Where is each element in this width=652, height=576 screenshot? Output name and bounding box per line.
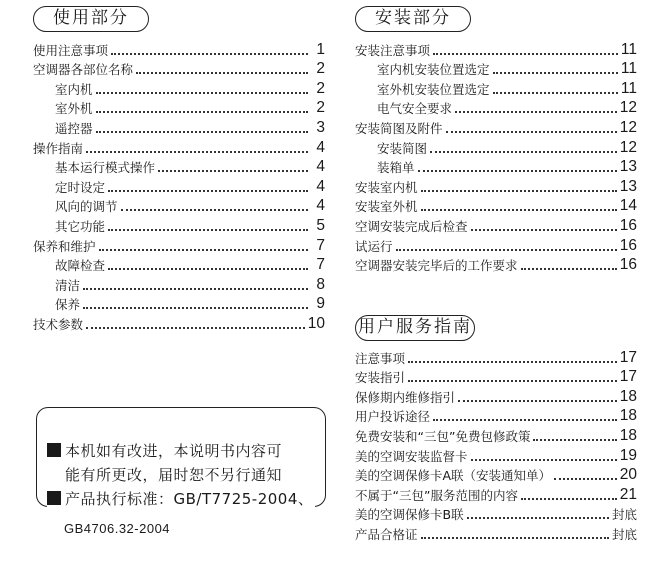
toc-entry-label: 试运行: [355, 238, 393, 254]
toc-entry: [33, 293, 325, 313]
toc-entry-page: 3: [316, 118, 325, 136]
toc-entry-page: 17: [619, 368, 637, 386]
toc-entry-label: 室外机安装位置选定: [377, 81, 490, 97]
toc-entry-label: 安装指引: [355, 370, 406, 386]
toc-entry-page: 4: [316, 158, 325, 176]
notice-text-1: 本机如有改进，本说明书内容可: [65, 442, 283, 460]
toc-entry-page: 1: [316, 40, 325, 58]
toc-entry: [355, 424, 637, 444]
toc-entry: [355, 175, 637, 195]
toc-entry-label: 技术参数: [33, 316, 84, 332]
toc-entry-page: 16: [619, 236, 637, 254]
toc-entry: [355, 116, 637, 136]
toc-entry-page: 2: [316, 99, 325, 117]
toc-entry-page: 13: [619, 177, 637, 195]
toc-entry-page: 5: [316, 216, 325, 234]
toc-entry-page: 4: [316, 138, 325, 156]
toc-entry: [355, 136, 637, 156]
toc-entry: [355, 464, 637, 484]
toc-entry-label: 免费安装和“三包”免费包修政策: [355, 428, 531, 444]
toc-entry-page: 20: [619, 466, 637, 484]
toc-entry-page: 16: [619, 256, 637, 274]
dot-leader: [421, 537, 609, 539]
toc-entry: [355, 38, 637, 58]
dot-leader: [108, 229, 308, 231]
dot-leader: [433, 419, 617, 421]
dot-leader: [83, 307, 308, 309]
toc-entry-label: 故障检查: [55, 258, 106, 274]
toc-entry-label: 安装简图及附件: [355, 120, 443, 136]
toc-entry: [355, 254, 637, 274]
section-title-usage: 使用部分: [33, 6, 149, 32]
toc-entry: [355, 503, 637, 523]
notice-text-3: 产品执行标准：GB/T7725-2004、: [65, 490, 314, 508]
dot-leader: [96, 111, 308, 113]
dot-leader: [493, 92, 618, 94]
dot-leader: [433, 53, 618, 55]
toc-entry: [33, 116, 325, 136]
dot-leader: [521, 498, 617, 500]
dot-leader: [521, 268, 617, 270]
toc-entry-page: 18: [619, 407, 637, 425]
dot-leader: [121, 209, 308, 211]
toc-entry: [355, 214, 637, 234]
dot-leader: [158, 170, 308, 172]
toc-entry: [33, 195, 325, 215]
toc-usage: [33, 38, 325, 332]
toc-entry: [355, 195, 637, 215]
toc-entry-page: 7: [316, 256, 325, 274]
toc-entry: [33, 175, 325, 195]
dot-leader: [430, 151, 617, 153]
toc-entry: [33, 214, 325, 234]
toc-entry-page: 12: [619, 99, 637, 117]
square-bullet-icon: [47, 491, 61, 505]
toc-entry-page: 18: [619, 387, 637, 405]
toc-entry: [355, 366, 637, 386]
toc-entry-label: 产品合格证: [355, 526, 418, 542]
toc-entry-page: 4: [316, 177, 325, 195]
toc-entry-label: 操作指南: [33, 140, 84, 156]
toc-entry-page: 封底: [611, 507, 637, 523]
toc-entry: [33, 273, 325, 293]
toc-entry-label: 不属于“三包”服务范围的内容: [355, 487, 518, 503]
toc-entry-page: 16: [619, 216, 637, 234]
dot-leader: [396, 249, 617, 251]
toc-entry-label: 室内机安装位置选定: [377, 62, 490, 78]
toc-entry: [33, 97, 325, 117]
toc-entry-label: 空调器各部位名称: [33, 62, 134, 78]
toc-entry-label: 风向的调节: [55, 199, 118, 215]
toc-entry-page: 9: [316, 295, 325, 313]
dot-leader: [111, 53, 308, 55]
toc-entry: [33, 58, 325, 78]
toc-entry-page: 12: [619, 138, 637, 156]
toc-entry-label: 室内机: [55, 81, 93, 97]
toc-entry-page: 11: [620, 79, 637, 97]
notice-line-1: [47, 442, 282, 460]
toc-install: [355, 38, 637, 273]
notice-line-4: GB4706.32-2004: [64, 521, 171, 536]
toc-entry: [33, 136, 325, 156]
dot-leader: [418, 170, 617, 172]
toc-entry-label: 保修期内维修指引: [355, 389, 456, 405]
toc-entry-label: 用户投诉途径: [355, 409, 431, 425]
section-title-service: 用户服务指南: [355, 315, 475, 341]
toc-entry-label: 安装注意事项: [355, 42, 431, 58]
toc-entry-label: 定时设定: [55, 179, 106, 195]
toc-entry-page: 4: [316, 197, 325, 215]
toc-entry-page: 2: [316, 60, 325, 78]
toc-entry-label: 清洁: [55, 277, 81, 293]
toc-entry-label: 注意事项: [355, 350, 406, 366]
toc-entry-page: 7: [316, 236, 325, 254]
toc-entry: [355, 385, 637, 405]
toc-entry: [33, 38, 325, 58]
dot-leader: [467, 517, 609, 519]
toc-entry: [355, 234, 637, 254]
dot-leader: [421, 190, 617, 192]
dot-leader: [554, 478, 617, 480]
toc-entry: [355, 77, 637, 97]
dot-leader: [471, 459, 617, 461]
toc-entry-label: 安装室内机: [355, 179, 418, 195]
toc-entry-label: 保养: [55, 297, 81, 313]
toc-entry-page: 13: [619, 158, 637, 176]
dot-leader: [408, 361, 617, 363]
toc-entry: [355, 522, 637, 542]
toc-entry: [355, 346, 637, 366]
toc-entry-page: 封底: [611, 526, 637, 542]
dot-leader: [408, 380, 617, 382]
toc-entry: [33, 312, 325, 332]
dot-leader: [108, 268, 308, 270]
dot-leader: [458, 400, 617, 402]
toc-entry-label: 安装简图: [377, 140, 428, 156]
toc-entry-page: 8: [316, 275, 325, 293]
toc-entry: [33, 234, 325, 254]
toc-entry-label: 装箱单: [377, 160, 415, 176]
dot-leader: [86, 327, 305, 329]
notice-line-2: [65, 466, 282, 484]
toc-entry-label: 空调器安装完毕后的工作要求: [355, 258, 518, 274]
square-bullet-icon: [47, 443, 61, 457]
toc-entry-label: 基本运行模式操作: [55, 160, 156, 176]
dot-leader: [446, 131, 617, 133]
toc-entry-page: 11: [620, 40, 637, 58]
dot-leader: [136, 72, 308, 74]
toc-entry: [355, 58, 637, 78]
dot-leader: [421, 209, 617, 211]
toc-entry: [355, 97, 637, 117]
toc-entry-label: 安装室外机: [355, 199, 418, 215]
dot-leader: [455, 111, 617, 113]
section-title-install: 安装部分: [355, 6, 471, 32]
toc-entry: [355, 156, 637, 176]
dot-leader: [108, 190, 308, 192]
toc-entry-label: 遥控器: [55, 120, 93, 136]
toc-entry: [33, 254, 325, 274]
toc-service: [355, 346, 637, 542]
toc-entry-page: 2: [316, 79, 325, 97]
toc-entry-page: 10: [307, 314, 325, 332]
dot-leader: [83, 288, 308, 290]
dot-leader: [471, 229, 617, 231]
toc-entry-page: 14: [619, 197, 637, 215]
dot-leader: [96, 131, 308, 133]
dot-leader: [493, 72, 618, 74]
dot-leader: [533, 439, 616, 441]
toc-entry-page: 19: [619, 446, 637, 464]
toc-entry-page: 21: [619, 485, 637, 503]
toc-entry: [355, 444, 637, 464]
toc-entry: [355, 483, 637, 503]
notice-line-3: [47, 490, 315, 508]
toc-entry-label: 室外机: [55, 101, 93, 117]
toc-entry-label: 空调安装完成后检查: [355, 218, 468, 234]
toc-entry-label: 使用注意事项: [33, 42, 109, 58]
toc-entry-page: 18: [619, 426, 637, 444]
toc-entry-label: 美的空调安装监督卡: [355, 448, 468, 464]
dot-leader: [96, 92, 308, 94]
toc-entry-page: 11: [620, 60, 637, 78]
toc-entry-page: 17: [619, 348, 637, 366]
toc-entry-label: 美的空调保修卡A联（安装通知单）: [355, 468, 552, 484]
toc-entry-label: 电气安全要求: [377, 101, 453, 117]
dot-leader: [99, 249, 308, 251]
toc-entry-label: 其它功能: [55, 218, 106, 234]
toc-entry-label: 保养和维护: [33, 238, 96, 254]
toc-entry-page: 12: [619, 118, 637, 136]
toc-entry: [355, 405, 637, 425]
notice-text-2: 能有所更改，届时恕不另行通知: [65, 466, 283, 484]
notice-box: [36, 407, 326, 507]
dot-leader: [86, 151, 308, 153]
toc-entry-label: 美的空调保修卡B联: [355, 507, 464, 523]
toc-entry: [33, 156, 325, 176]
toc-entry: [33, 77, 325, 97]
